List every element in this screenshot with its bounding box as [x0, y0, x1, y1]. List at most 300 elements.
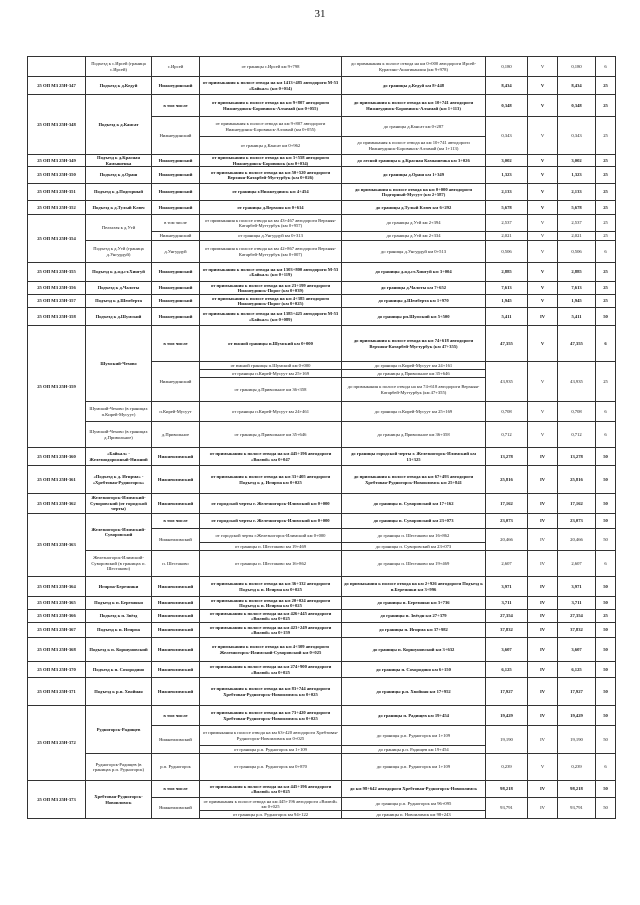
table-cell: от границы д.Привольное км 35+646 — [200, 422, 342, 448]
table-cell: Подъезд к п. Игирма — [86, 623, 152, 638]
table-cell: V — [528, 326, 558, 362]
table-cell: Шумский-Чехово (в границах п.Кирей-Мусуут) — [86, 402, 152, 422]
table-cell: Нижнеудинский — [152, 201, 200, 215]
table-cell: 25 — [596, 167, 616, 184]
table-cell: р.п. Рудногорск — [152, 754, 200, 781]
table-cell: 25 — [596, 232, 616, 241]
table-cell: от городской черты г. Железногорск-Илимский км 0+000 — [200, 494, 342, 514]
table-cell: от примыкания к полосе отвода на км 426+445 автодороги «Вилюй» км 0+025 — [200, 610, 342, 623]
table-cell: до границы р.п. Рудногорск км 96+095 — [342, 798, 486, 811]
table-cell: 6,125 — [486, 662, 528, 678]
table-cell: 0,348 — [558, 95, 596, 117]
table-cell: «Байкал» - Железнодорожный-Нижний — [86, 448, 152, 466]
table-cell: до границы д.Тулый Ключ км 6+292 — [342, 201, 486, 215]
table-cell: 50 — [596, 494, 616, 514]
table-cell: 19,429 — [558, 706, 596, 726]
table-cell: 0,239 — [558, 754, 596, 781]
table-cell: IV — [528, 798, 558, 819]
table-cell: 5,411 — [486, 308, 528, 326]
table-cell: от границы р.п. Рудногорск км 0+870 — [200, 754, 342, 781]
table-cell: от границы р.п. Рудногорск км 1+109 — [200, 746, 342, 754]
table-cell: от примыкания к полосе отвода на км 73+420 автодороги Хребтовая-Рудногорск-Новоилимск км 0+025 — [200, 706, 342, 726]
table-cell: V — [528, 77, 558, 95]
table-cell: Нижнеилимский — [152, 662, 200, 678]
table-cell: от границы д.Кансат км 0+962 — [200, 137, 342, 155]
table-cell: Рудногорск-Радищев — [86, 706, 152, 754]
table-cell: Подъезд к п. Сохородино — [86, 662, 152, 678]
table-cell: 5,411 — [558, 308, 596, 326]
table-row — [28, 623, 616, 638]
table-cell: 43,935 — [558, 362, 596, 402]
table-row — [28, 494, 616, 514]
table-cell: Нижнеудинский — [152, 282, 200, 295]
table-cell: V — [528, 215, 558, 232]
table-cell: до границы д.Привольное км 35+646 — [342, 370, 486, 378]
table-cell: 2,133 — [486, 184, 528, 201]
table-cell: V — [528, 57, 558, 77]
table-cell: 25 — [596, 155, 616, 167]
table-cell: 13,278 — [558, 448, 596, 466]
table-cell: 25 — [596, 282, 616, 295]
table-cell: Подъезд к д.Шемберта — [86, 295, 152, 308]
table-cell: 25 ОП МЗ 25Н-365 — [28, 597, 86, 610]
table-cell: 25 — [596, 95, 616, 117]
table-cell: до границы п. Коршуновский км 3+632 — [342, 638, 486, 662]
table-cell: 50 — [596, 662, 616, 678]
table-row — [28, 662, 616, 678]
table-cell: Нижнеилимский — [152, 678, 200, 706]
table-row — [28, 95, 616, 117]
table-cell: от границы п.Кирей-Мусуут км 25+169 — [200, 370, 342, 378]
table-cell: 23,073 — [558, 514, 596, 529]
table-cell: 20,466 — [486, 529, 528, 551]
table-cell: 98,218 — [558, 781, 596, 798]
table-cell: Подъезд к д.Подгорный — [86, 184, 152, 201]
table-cell: от примыкания к полосе отвода на км 1413+485 автодороги М-53 «Байкал» (км 0+014) — [200, 77, 342, 95]
table-cell: до примыкания к полосе отвода на км 67+493 автодороги Хребтовая-Рудногорск-Новоилимск км 25+841 — [342, 466, 486, 494]
table-cell: 25 — [596, 77, 616, 95]
table-row — [28, 514, 616, 529]
table-cell: 93,791 — [558, 798, 596, 819]
table-cell: 2,607 — [486, 551, 528, 577]
table-cell: 20,466 — [558, 529, 596, 551]
table-cell: до границы д.Утй км 2+394 — [342, 215, 486, 232]
table-cell: Нижнеудинский — [152, 184, 200, 201]
table-cell: до км 98+642 автодороги Хребтовая-Рудногорск-Новоилимск — [342, 781, 486, 798]
table-row — [28, 577, 616, 597]
table-cell: 25 ОП МЗ 25Н-372 — [28, 706, 86, 781]
table-cell: «Подъезд к д. Игирма» - «Хребтовая-Рудногорск» — [86, 466, 152, 494]
table-cell: V — [528, 362, 558, 402]
table-cell: Подъезд к р.п. Хвойная — [86, 678, 152, 706]
table-cell: до границы д.Шемберта км 1+970 — [342, 295, 486, 308]
table-cell: 7,613 — [558, 282, 596, 295]
table-cell: 25 — [596, 201, 616, 215]
table-cell: до границы д.жд.ст.Хингуй км 3+004 — [342, 263, 486, 282]
table-cell: 0,180 — [558, 57, 596, 77]
table-cell: от примыкания к полосе отвода на км 23+199 автодороги Нижнеудинск-Порог (км 0+039) — [200, 282, 342, 295]
table-cell: до границы р.п. Рудногорск км 1+109 — [342, 754, 486, 781]
table-cell: 25 — [596, 215, 616, 232]
table-cell: до примыкания к полосе отвода на км 10+741 автодороги Нижнеудинск-Боровинск-Алзамай (км 1+113) — [342, 137, 486, 155]
table-cell: V — [528, 117, 558, 155]
table-cell: от примыкания к полосе отвода на км 4+385 автодороги Нижнеудинск-Порог (км 0+025) — [200, 295, 342, 308]
table-cell: от границы р.п. Рудногорск км 94+122 — [200, 811, 342, 819]
table-row — [28, 597, 616, 610]
table-cell: 27,354 — [558, 610, 596, 623]
table-cell: 17,162 — [486, 494, 528, 514]
table-row — [28, 551, 616, 577]
table-cell: 25 ОП МЗ 25Н-359 — [28, 326, 86, 448]
table-cell: 50 — [596, 781, 616, 798]
table-cell: IV — [528, 662, 558, 678]
table-cell: д.Привольное — [152, 422, 200, 448]
table-cell: 25 ОП МЗ 25Н-349 — [28, 155, 86, 167]
table-cell: до границы д.Ораш км 1+349 — [342, 167, 486, 184]
table-cell: 1,945 — [486, 295, 528, 308]
table-cell: до границы п. Суворовский км 23+073 — [342, 514, 486, 529]
table-cell: V — [528, 201, 558, 215]
table-cell: IV — [528, 494, 558, 514]
table-cell: V — [528, 232, 558, 241]
table-cell: Подъезд к п. Коршуновский — [86, 638, 152, 662]
table-cell: до границы п. Суворовский км 17+162 — [342, 494, 486, 514]
table-row — [28, 308, 616, 326]
table-cell: 25 ОП МЗ 25Н-364 — [28, 577, 86, 597]
table-cell: IV — [528, 623, 558, 638]
table-cell: 25 ОП МЗ 25Н-347 — [28, 77, 86, 95]
table-cell: от примыкания к полосе отвода на км 1385+425 автодороги М-53 «Байкал» (км 0+089) — [200, 308, 342, 326]
table-cell: 6,125 — [558, 662, 596, 678]
table-cell: от южной границы п.Шумский км 0+000 — [200, 326, 342, 362]
table-row — [28, 678, 616, 706]
table-cell: 50 — [596, 638, 616, 662]
table-row — [28, 754, 616, 781]
table-cell: 2,021 — [486, 232, 528, 241]
table-cell: IV — [528, 577, 558, 597]
table-cell: 23,073 — [486, 514, 528, 529]
table-cell: Нижнеудинский — [152, 155, 200, 167]
table-cell: 19,429 — [486, 706, 528, 726]
table-cell: 50 — [596, 529, 616, 551]
table-cell: от примыкания к полосе отвода на км 4+309 автодороги Железногорск-Илимский-Суворовский км 0+025 — [200, 638, 342, 662]
table-cell: Нижнеудинский — [152, 232, 200, 241]
table-cell: до границы п. Новоилимск км 98+243 — [342, 811, 486, 819]
table-cell: 47,355 — [486, 326, 528, 362]
table-cell: 13,278 — [486, 448, 528, 466]
table-cell: до границы д.Утй км 2+334 — [342, 232, 486, 241]
table-cell: Нижнеилимский — [152, 798, 200, 819]
table-cell: Нижнеудинский — [152, 77, 200, 95]
table-row — [28, 241, 616, 263]
table-cell: до примыкания к полосе отвода на км 0+000 автодороги Ирсей-Курагино-Ашагиканлия (км 9+978) — [342, 57, 486, 77]
table-cell: 25 ОП МЗ 25Н-354 — [28, 215, 86, 263]
table-cell: от границы п. Шестаково км 19+469 — [200, 543, 342, 551]
table-cell: Нижнеилимский — [152, 610, 200, 623]
table-cell: 6 — [596, 241, 616, 263]
table-cell: в том числе — [152, 514, 200, 529]
table-cell: до границы р.п. Рудногорск км 1+109 — [342, 726, 486, 746]
table-cell: IV — [528, 529, 558, 551]
table-cell: до границы п.Кирей-Мусуут км 25+169 — [342, 402, 486, 422]
table-cell: Нижнеилимский — [152, 577, 200, 597]
table-cell: V — [528, 282, 558, 295]
table-cell: Хребтовая-Рудногорск-Новоилимск — [86, 781, 152, 819]
table-cell: до границы п. Игирма км 37+982 — [342, 623, 486, 638]
table-cell: 8,434 — [486, 77, 528, 95]
table-cell: 25,816 — [558, 466, 596, 494]
table-cell: 50 — [596, 726, 616, 754]
table-cell: Нижнеилимский — [152, 494, 200, 514]
table-cell: 25 ОП МЗ 25Н-357 — [28, 295, 86, 308]
table-cell: Нижнеилимский — [152, 448, 200, 466]
table-cell: Нижнеудинский — [152, 117, 200, 155]
table-cell: до границы д.Чалоты км 7+652 — [342, 282, 486, 295]
table-cell: 5,678 — [558, 201, 596, 215]
table-cell: от примыкания к полосе отвода на км 445+196 автодороги «Вилюй» км 0+047 — [200, 448, 342, 466]
table-cell: Рудногорск-Радищев (в границах р.п. Рудногорск) — [86, 754, 152, 781]
table-cell: 7,613 — [486, 282, 528, 295]
table-cell: в том числе — [152, 326, 200, 362]
table-cell: 6 — [596, 754, 616, 781]
table-row — [28, 282, 616, 295]
table-cell: Подъезд к д.жд.ст.Хингуй — [86, 263, 152, 282]
table-cell: 25,816 — [486, 466, 528, 494]
table-cell: 0,180 — [486, 57, 528, 77]
table-cell: Нижнеилимский — [152, 466, 200, 494]
table-cell: до границы р.п. Хвойная км 17+952 — [342, 678, 486, 706]
table-cell: 19,190 — [558, 726, 596, 754]
table-cell: 50 — [596, 466, 616, 494]
table-row — [28, 402, 616, 422]
table-cell: до границы п. Суворовский км 23+073 — [342, 543, 486, 551]
table-cell: 47,355 — [558, 326, 596, 362]
table-cell: IV — [528, 514, 558, 529]
table-cell: от границы п. Шестаково км 16+862 — [200, 551, 342, 577]
table-cell — [28, 57, 86, 77]
table-cell: 50 — [596, 798, 616, 819]
table-cell: Подъезд к д.Утй (граница д.Унгурдуй) — [86, 241, 152, 263]
table-cell: 2,537 — [558, 215, 596, 232]
table-cell: от границы г.Нижнеудинск км 4+454 — [200, 184, 342, 201]
table-cell: IV — [528, 678, 558, 706]
table-cell: до примыкания к полосе отвода на км 10+741 автодороги Нижнеудинск-Боровинск-Алзамай (км 1+113) — [342, 95, 486, 117]
table-cell: Подъезд к с.Ирсей (граница с.Ирсей) — [86, 57, 152, 77]
table-cell: до границы п. Радищев км 19+454 — [342, 706, 486, 726]
table-cell: от примыкания к полосе отвода на км 274+900 автодороги «Вилюй» км 0+025 — [200, 662, 342, 678]
table-cell: от границы с.Ирсей км 9+798 — [200, 57, 342, 77]
table-cell: Железногорск-Илимский-Суворовский (в границах п. Шестаково) — [86, 551, 152, 577]
table-cell: от границы д.Верхняя км 0+614 — [200, 201, 342, 215]
table-cell: 1,323 — [486, 167, 528, 184]
table-cell: 25 — [596, 610, 616, 623]
roads-table-body — [28, 57, 616, 819]
table-cell: до границы р.п. Радищев км 19+454 — [342, 746, 486, 754]
table-cell: от городской черты г.Железногорск-Илимский км 0+000 — [200, 529, 342, 543]
table-row — [28, 201, 616, 215]
table-cell: Нижнеудинский — [152, 362, 200, 402]
table-row — [28, 466, 616, 494]
table-cell: до границы рп.Шумский км 5+500 — [342, 308, 486, 326]
table-cell: до примыкания к полосе отвода на км 74+618 автодороги Верхняя-Катарбей-Мугтурбук (км 47+355) — [342, 378, 486, 402]
table-cell: д.Унгурдуй — [152, 241, 200, 263]
table-cell: до границы д.Привольное км 36+358 — [342, 422, 486, 448]
table-cell: 3,002 — [486, 155, 528, 167]
table-cell: 25 ОП МЗ 25Н-351 — [28, 184, 86, 201]
table-cell: 50 — [596, 448, 616, 466]
table-cell: IV — [528, 466, 558, 494]
table-cell: 25 ОП МЗ 25Н-355 — [28, 263, 86, 282]
table-cell: V — [528, 95, 558, 117]
table-cell: до границы п. Березняки км 3+736 — [342, 597, 486, 610]
table-cell: от городской черты г. Железногорск-Илимский км 0+000 — [200, 514, 342, 529]
table-row — [28, 781, 616, 798]
table-cell: от примыкания к полосе отвода на км 83+744 автодороги Хребтовая-Рудногорск-Новоилимск км 0+025 — [200, 678, 342, 706]
table-cell: от примыкания к полосе отвода на км 9+807 автодороги Нижнеудинск-Боровинск-Алзамай (км 0+055) — [200, 117, 342, 137]
table-row — [28, 295, 616, 308]
table-cell: 3,607 — [486, 638, 528, 662]
table-cell: 37,832 — [486, 623, 528, 638]
table-cell: V — [528, 167, 558, 184]
table-cell: 3,607 — [558, 638, 596, 662]
table-cell: Нижнеилимский — [152, 529, 200, 551]
page-number: 31 — [314, 8, 326, 20]
table-cell: 93,791 — [486, 798, 528, 819]
table-cell: IV — [528, 597, 558, 610]
table-cell: до границы д.Кансат км 0+287 — [342, 117, 486, 137]
table-cell: от примыкания к полосе отвода на км 3+558 автодороги Нижнеудинск-Боровинск (км 0+034) — [200, 155, 342, 167]
table-cell: 25 ОП МЗ 25Н-348 — [28, 95, 86, 155]
table-cell: 27,354 — [486, 610, 528, 623]
table-cell: Подъезд к д.Ораш — [86, 167, 152, 184]
table-cell: 25 ОП МЗ 25Н-352 — [28, 201, 86, 215]
table-cell: 25 — [596, 362, 616, 402]
table-cell: V — [528, 263, 558, 282]
table-cell: от примыкания к полосе отвода на км 1303+800 автодороги М-53 «Байкал» (км 0+119) — [200, 263, 342, 282]
table-cell: V — [528, 155, 558, 167]
table-cell: 0,506 — [558, 241, 596, 263]
table-cell: до границы п. Сохородино км 6+150 — [342, 662, 486, 678]
table-cell: 0,239 — [486, 754, 528, 781]
table-cell: от примыкания к полосе отвода на км 36+332 автодороги Подъезд к п. Игирма км 0+025 — [200, 577, 342, 597]
table-cell: 1,945 — [558, 295, 596, 308]
table-cell: п. Шестаково — [152, 551, 200, 577]
table-cell: 50 — [596, 678, 616, 706]
table-cell: от границы п.Кирей-Мусуут км 24+461 — [200, 402, 342, 422]
table-cell: 2,885 — [558, 263, 596, 282]
table-cell: в том числе — [152, 95, 200, 117]
table-row — [28, 167, 616, 184]
table-cell: Железногорск-Илимский-Суворовский — [86, 514, 152, 551]
table-cell: 19,190 — [486, 726, 528, 754]
table-cell: 98,218 — [486, 781, 528, 798]
table-cell: в том числе — [152, 706, 200, 726]
table-row — [28, 215, 616, 232]
table-cell: до примыкания к полосе отвода на км 74+618 автодороги Верхняя-Катарбей-Мугтурбук (км 47+355) — [342, 326, 486, 362]
table-cell: от примыкания к полосе отвода на км 20+024 автодороги Подъезд к п. Игирма км 0+025 — [200, 597, 342, 610]
table-cell: Шумский-Чехово — [86, 326, 152, 402]
table-cell: IV — [528, 726, 558, 754]
table-cell: Нижнеудинский — [152, 308, 200, 326]
table-cell: V — [528, 422, 558, 448]
table-cell: Подъезд к п. Звёзд — [86, 610, 152, 623]
table-cell: до границы д.Кедуй км 8+448 — [342, 77, 486, 95]
table-cell: от примыкания к полосе отвода на км 445+196 автодороги «Вилюй» км 0+025 — [200, 781, 342, 798]
table-cell: 2,537 — [486, 215, 528, 232]
table-row — [28, 326, 616, 362]
table-cell: 8,434 — [558, 77, 596, 95]
table-cell: 50 — [596, 706, 616, 726]
table-cell: 25 — [596, 117, 616, 155]
table-cell: в том числе — [152, 781, 200, 798]
table-cell: до лесной границы к д.Красная Камышенка км 3+026 — [342, 155, 486, 167]
table-cell: 0,343 — [486, 117, 528, 155]
table-cell: IV — [528, 551, 558, 577]
table-cell: Подъезд к д.Красная Камышенка — [86, 155, 152, 167]
table-cell: 25 ОП МЗ 25Н-367 — [28, 623, 86, 638]
table-cell: от южной границы п.Шумский км 0+000 — [200, 362, 342, 370]
table-cell: п.Кирей-Мусуут — [152, 402, 200, 422]
table-cell: от границы д.Привольное км 36+358 — [200, 378, 342, 402]
table-cell: 25 ОП МЗ 25Н-368 — [28, 638, 86, 662]
table-cell: 25 ОП МЗ 25Н-373 — [28, 781, 86, 819]
table-cell: с.Ирсей — [152, 57, 200, 77]
table-cell: Игирма-Березняки — [86, 577, 152, 597]
table-cell: 3,711 — [558, 597, 596, 610]
table-cell: 3,711 — [486, 597, 528, 610]
table-row — [28, 638, 616, 662]
table-cell: 25 ОП МЗ 25Н-350 — [28, 167, 86, 184]
table-cell: 17,162 — [558, 494, 596, 514]
table-cell: 0,348 — [486, 95, 528, 117]
table-cell: от примыкания к полосе отвода на км 63+420 автодороги Хребтовая-Рудногорск-Новоилимск км 0+025 — [200, 726, 342, 746]
table-row — [28, 155, 616, 167]
table-cell: от границы д.Унгурдуй км 0+313 — [200, 232, 342, 241]
table-cell: до примыкания к полосе отвода на км 2+926 автодороги Подъезд к п.Березняки км 3+996 — [342, 577, 486, 597]
table-cell: от примыкания к полосе отвода на км 50+520 автодороги Верхняя-Катарбей-Мугтурбук (км 0+026) — [200, 167, 342, 184]
table-cell: 5,678 — [486, 201, 528, 215]
table-cell: 50 — [596, 577, 616, 597]
table-cell: Подъезд к п. Березняки — [86, 597, 152, 610]
table-cell: 25 — [596, 263, 616, 282]
table-row — [28, 422, 616, 448]
table-cell: V — [528, 402, 558, 422]
table-row — [28, 77, 616, 95]
table-cell: 6 — [596, 402, 616, 422]
table-cell: Нижнеилимский — [152, 597, 200, 610]
table-cell: 50 — [596, 623, 616, 638]
table-cell: 0,708 — [558, 402, 596, 422]
table-cell: в том числе — [152, 215, 200, 232]
table-cell: 0,712 — [558, 422, 596, 448]
table-cell: 25 ОП МЗ 25Н-361 — [28, 466, 86, 494]
table-cell: Подъезд к д.Кедуй — [86, 77, 152, 95]
table-cell: 50 — [596, 514, 616, 529]
table-cell: Шумский-Чехово (в границах д.Привольное) — [86, 422, 152, 448]
table-cell: от примыкания к полосе отвода на км 33+405 автодороги Подъезд к д. Игирма км 0+025 — [200, 466, 342, 494]
table-cell: 0,506 — [486, 241, 528, 263]
table-cell: 2,133 — [558, 184, 596, 201]
table-cell: 25 — [596, 295, 616, 308]
table-cell: Нижнеилимский — [152, 638, 200, 662]
table-cell: до границы п.Кирей-Мусуут км 24+161 — [342, 362, 486, 370]
table-cell: V — [528, 241, 558, 263]
table-cell: от примыкания к полосе отвода на км 42+867 автодороги Верхняя-Катарбей-Мугтурбук (км 0+007) — [200, 241, 342, 263]
table-cell: до границы п. Шестаково км 16+862 — [342, 529, 486, 543]
table-cell: Нижнеудинский — [152, 295, 200, 308]
table-cell: до границы городской черты г. Железногорск-Илимский км 13+325 — [342, 448, 486, 466]
table-cell: 25 ОП МЗ 25Н-360 — [28, 448, 86, 466]
